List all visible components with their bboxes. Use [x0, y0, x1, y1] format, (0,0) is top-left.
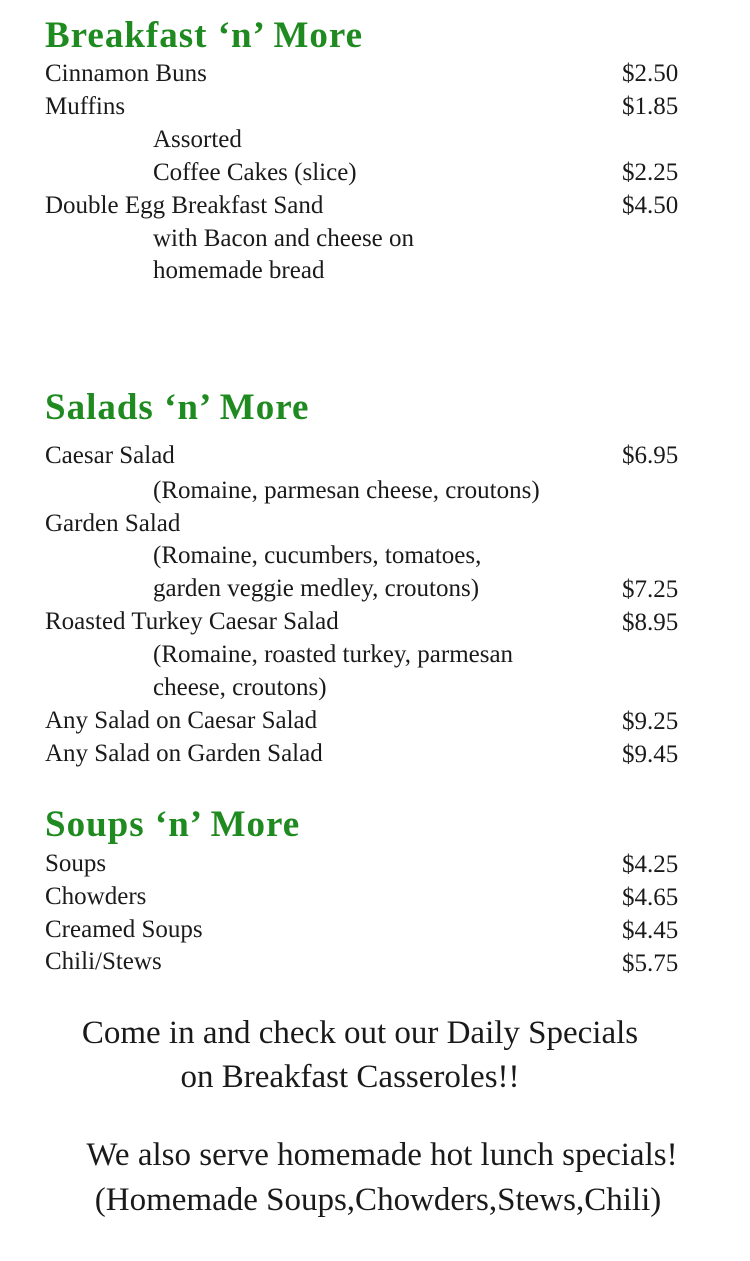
- soups-heading: Soups ‘n’ More: [45, 804, 301, 845]
- price-muffins: $1.85: [622, 93, 679, 120]
- price-chili-stews: $5.75: [622, 950, 679, 977]
- menu-item-egg-sandwich: Double Egg Breakfast Sand: [45, 192, 324, 219]
- price-soups: $4.25: [622, 851, 679, 878]
- price-cinnamon-buns: $2.50: [622, 60, 679, 87]
- menu-subitem-coffee-cakes: Coffee Cakes (slice): [153, 159, 357, 186]
- price-creamed-soups: $4.45: [622, 917, 679, 944]
- menu-subitem-assorted: Assorted: [153, 126, 242, 153]
- price-caesar-salad: $6.95: [622, 442, 679, 469]
- menu-desc-egg-sandwich-2: homemade bread: [153, 257, 325, 284]
- price-turkey-caesar: $8.95: [622, 609, 679, 636]
- promo-breakfast-casseroles: on Breakfast Casseroles!!: [180, 1059, 520, 1095]
- menu-item-garden-salad: Garden Salad: [45, 510, 181, 537]
- menu-desc-turkey-caesar-2: cheese, croutons): [153, 674, 327, 701]
- menu-item-caesar-salad: Caesar Salad: [45, 442, 175, 469]
- price-garden-salad: $7.25: [622, 576, 679, 603]
- promo-lunch-items: (Homemade Soups,Chowders,Stews,Chili): [94, 1182, 662, 1218]
- menu-item-cinnamon-buns: Cinnamon Buns: [45, 60, 207, 87]
- menu-item-chili-stews: Chili/Stews: [45, 948, 162, 975]
- promo-hot-lunch: We also serve homemade hot lunch specials!: [86, 1137, 678, 1173]
- price-egg-sandwich: $4.50: [622, 192, 679, 219]
- breakfast-heading: Breakfast ‘n’ More: [45, 15, 364, 56]
- price-coffee-cakes: $2.25: [622, 159, 679, 186]
- menu-item-turkey-caesar: Roasted Turkey Caesar Salad: [45, 608, 339, 635]
- price-any-on-caesar: $9.25: [622, 708, 679, 735]
- menu-item-chowders: Chowders: [45, 883, 147, 910]
- price-any-on-garden: $9.45: [622, 741, 679, 768]
- menu-desc-garden-salad-1: (Romaine, cucumbers, tomatoes,: [153, 542, 482, 569]
- salads-heading: Salads ‘n’ More: [45, 387, 310, 428]
- menu-desc-caesar-salad: (Romaine, parmesan cheese, croutons): [153, 477, 540, 504]
- menu-desc-garden-salad-2: garden veggie medley, croutons): [153, 575, 480, 602]
- promo-daily-specials: Come in and check out our Daily Specials: [81, 1015, 639, 1051]
- menu-item-muffins: Muffins: [45, 93, 126, 120]
- menu-desc-egg-sandwich-1: with Bacon and cheese on: [153, 225, 415, 252]
- menu-desc-turkey-caesar-1: (Romaine, roasted turkey, parmesan: [153, 641, 514, 668]
- menu-item-creamed-soups: Creamed Soups: [45, 916, 203, 943]
- menu-item-soups: Soups: [45, 850, 107, 877]
- menu-item-any-on-garden: Any Salad on Garden Salad: [45, 740, 323, 767]
- menu-item-any-on-caesar: Any Salad on Caesar Salad: [45, 707, 318, 734]
- price-chowders: $4.65: [622, 884, 679, 911]
